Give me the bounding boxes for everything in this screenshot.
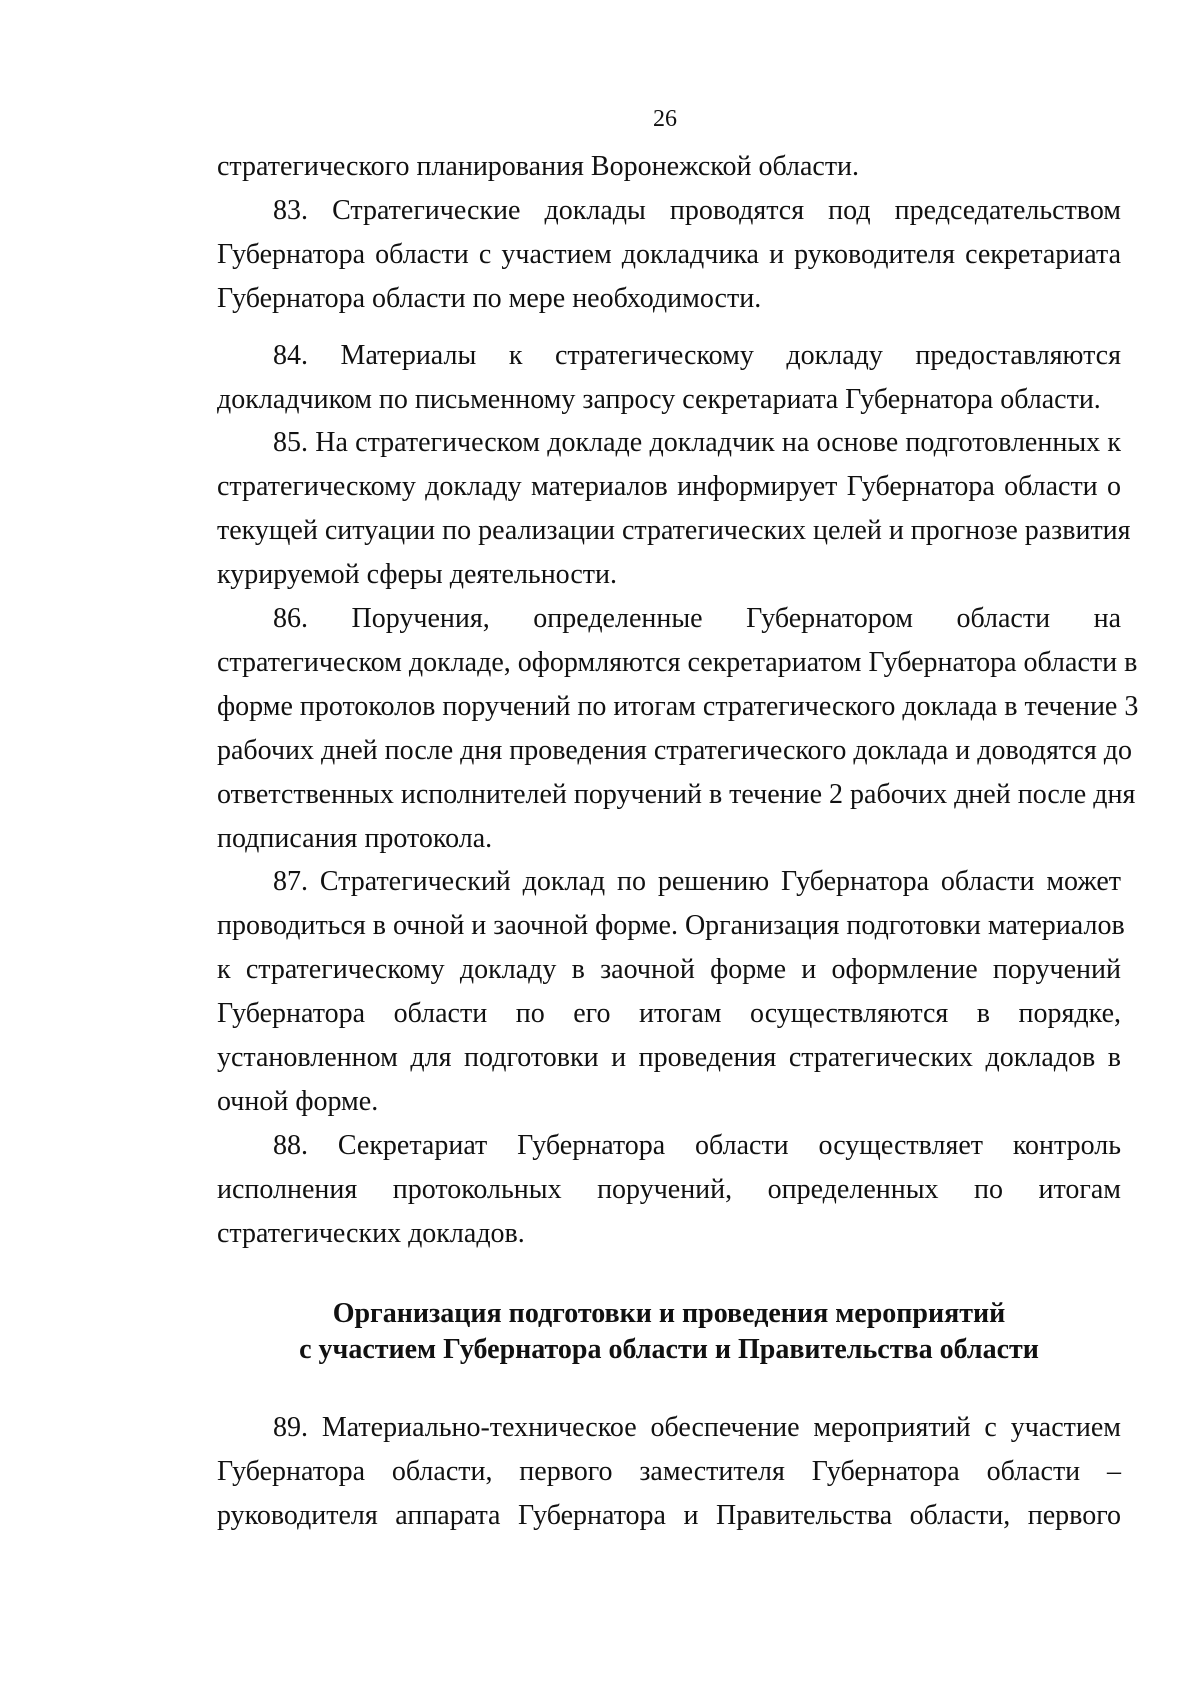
text-line: Губернатора области по его итогам осуществляются в порядке, xyxy=(217,998,1121,1029)
text-line: Губернатора области по мере необходимости. xyxy=(217,283,762,314)
paragraph-89 xyxy=(217,1406,1121,1538)
page-number: 26 xyxy=(653,106,677,132)
text-line: очной форме. xyxy=(217,1086,379,1117)
text-line: проводиться в очной и заочной форме. Организация подготовки материалов xyxy=(217,910,1125,941)
section-heading-line: Организация подготовки и проведения мероприятий xyxy=(332,1298,1006,1329)
text-line: установленном для подготовки и проведения стратегических докладов в xyxy=(217,1042,1121,1073)
text-line: текущей ситуации по реализации стратегических целей и прогнозе развития xyxy=(217,515,1131,546)
paragraph-86 xyxy=(217,597,1139,861)
paragraph-83 xyxy=(217,189,1121,321)
text-line: стратегических докладов. xyxy=(217,1218,525,1249)
text-line: 84. Материалы к стратегическому докладу предоставляются xyxy=(273,340,1121,371)
paragraph-88 xyxy=(217,1124,1121,1256)
text-line: 86. Поручения, определенные Губернатором области на xyxy=(273,603,1121,634)
text-line: стратегическом докладе, оформляются секретариатом Губернатора области в xyxy=(217,647,1138,678)
text-line: исполнения протокольных поручений, определенных по итогам xyxy=(217,1174,1121,1205)
text-line: рабочих дней после дня проведения стратегического доклада и доводятся до xyxy=(217,735,1132,766)
text-line: докладчиком по письменному запросу секретариата Губернатора области. xyxy=(217,384,1101,415)
text-line: Губернатора области, первого заместителя Губернатора области – xyxy=(217,1456,1121,1487)
text-line: Губернатора области с участием докладчика и руководителя секретариата xyxy=(217,239,1121,270)
paragraph-87 xyxy=(217,860,1125,1124)
text-line: форме протоколов поручений по итогам стратегического доклада в течение 3 xyxy=(217,691,1139,722)
text-line: 85. На стратегическом докладе докладчик на основе подготовленных к xyxy=(273,427,1121,458)
paragraph-85 xyxy=(217,421,1131,597)
text-line: стратегического планирования Воронежской области. xyxy=(217,151,860,182)
text-line: 87. Стратегический доклад по решению Губернатора области может xyxy=(273,866,1121,897)
text-line: курируемой сферы деятельности. xyxy=(217,559,618,590)
text-line: к стратегическому докладу в заочной форме и оформление поручений xyxy=(217,954,1121,985)
text-line: ответственных исполнителей поручений в течение 2 рабочих дней после дня xyxy=(217,779,1136,810)
text-line: 88. Секретариат Губернатора области осуществляет контроль xyxy=(273,1130,1121,1161)
section-heading-line: с участием Губернатора области и Правительства области xyxy=(299,1334,1039,1365)
text-line: подписания протокола. xyxy=(217,823,493,854)
section-heading xyxy=(217,1296,1121,1368)
text-line: стратегическому докладу материалов информирует Губернатора области о xyxy=(217,471,1121,502)
text-line: 83. Стратегические доклады проводятся под председательством xyxy=(273,195,1121,226)
paragraph-continuation xyxy=(217,145,1121,189)
paragraph-84 xyxy=(217,334,1121,422)
text-line: руководителя аппарата Губернатора и Правительства области, первого xyxy=(217,1500,1121,1531)
text-line: 89. Материально-техническое обеспечение мероприятий с участием xyxy=(273,1412,1121,1443)
